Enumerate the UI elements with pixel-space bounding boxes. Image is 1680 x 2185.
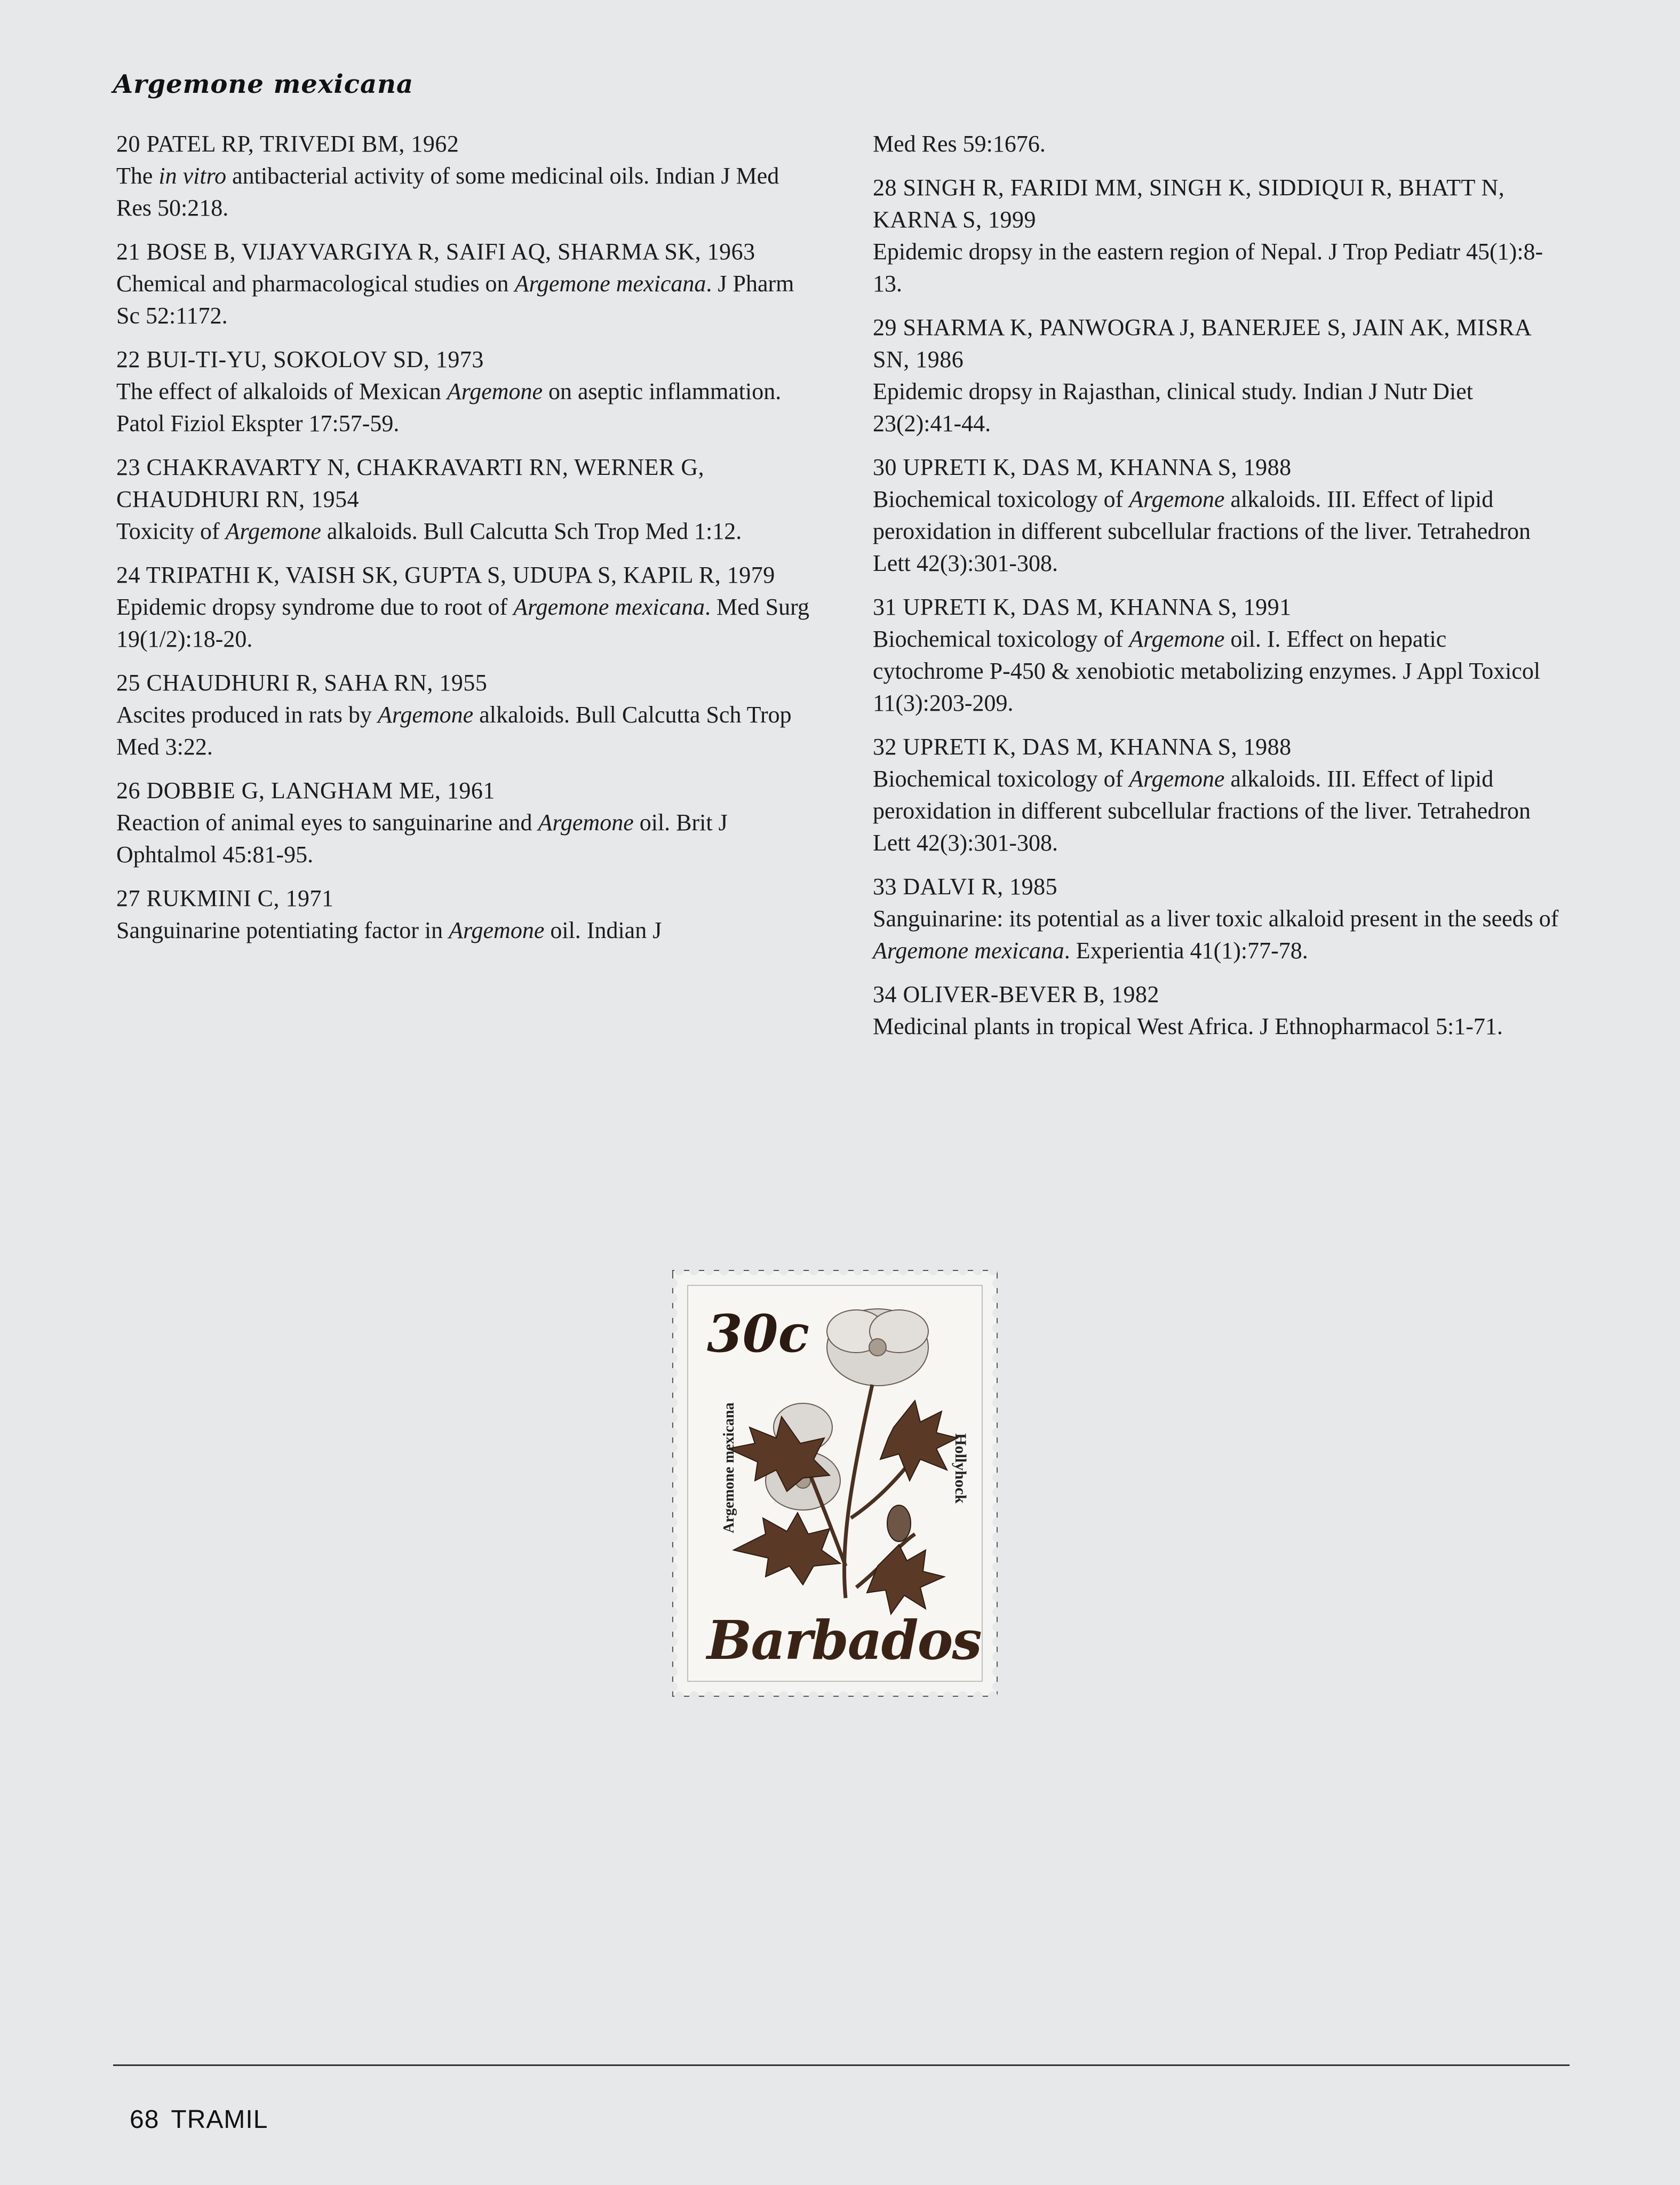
- stamp-latin-name: Argemone mexicana: [721, 1402, 737, 1534]
- stamp-denomination: 30c: [707, 1304, 810, 1364]
- footer-rule: [113, 2064, 1570, 2066]
- reference-entry: [116, 559, 810, 655]
- reference-authors: 24 TRIPATHI K, VAISH SK, GUPTA S, UDUPA S, KAPIL R, 1979: [116, 562, 775, 588]
- reference-entry: [116, 451, 810, 547]
- reference-citation: Sanguinarine potentiating factor in Argemone oil. Indian J: [116, 917, 662, 943]
- reference-citation: The in vitro antibacterial activity of some medicinal oils. Indian J Med Res 50:218.: [116, 163, 779, 221]
- reference-entry: [116, 667, 810, 763]
- reference-authors: 29 SHARMA K, PANWOGRA J, BANERJEE S, JAIN AK, MISRA SN, 1986: [873, 314, 1531, 372]
- reference-authors: 21 BOSE B, VIJAYVARGIYA R, SAIFI AQ, SHARMA SK, 1963: [116, 239, 755, 265]
- reference-authors: 26 DOBBIE G, LANGHAM ME, 1961: [116, 777, 495, 804]
- reference-entry: [873, 871, 1561, 967]
- reference-authors: 33 DALVI R, 1985: [873, 873, 1058, 900]
- reference-citation: Toxicity of Argemone alkaloids. Bull Calcutta Sch Trop Med 1:12.: [116, 518, 742, 544]
- reference-authors: 27 RUKMINI C, 1971: [116, 885, 334, 911]
- reference-authors: 23 CHAKRAVARTY N, CHAKRAVARTI RN, WERNER G, CHAUDHURI RN, 1954: [116, 454, 705, 512]
- reference-entry: [873, 172, 1561, 300]
- reference-entry: [116, 344, 810, 440]
- reference-citation: Epidemic dropsy in the eastern region of Nepal. J Trop Pediatr 45(1):8-13.: [873, 239, 1543, 297]
- reference-authors: 22 BUI-TI-YU, SOKOLOV SD, 1973: [116, 346, 484, 372]
- page-footer: [130, 2105, 268, 2134]
- reference-authors: 28 SINGH R, FARIDI MM, SINGH K, SIDDIQUI R, BHATT N, KARNA S, 1999: [873, 174, 1505, 233]
- reference-citation: Reaction of animal eyes to sanguinarine and Argemone oil. Brit J Ophtalmol 45:81-95.: [116, 809, 728, 868]
- reference-entry: [116, 883, 810, 947]
- reference-citation: Medicinal plants in tropical West Africa. J Ethnopharmacol 5:1-71.: [873, 1013, 1503, 1039]
- reference-entry: [116, 775, 810, 871]
- reference-citation: Epidemic dropsy in Rajasthan, clinical study. Indian J Nutr Diet 23(2):41-44.: [873, 378, 1474, 436]
- postage-stamp: [670, 1267, 1000, 1699]
- reference-entry: [873, 451, 1561, 579]
- reference-citation: Chemical and pharmacological studies on Argemone mexicana. J Pharm Sc 52:1172.: [116, 271, 794, 329]
- reference-citation: Biochemical toxicology of Argemone alkaloids. III. Effect of lipid peroxidation in different subcellular fractions of the liver. Tetrahedron Lett 42(3):301-308.: [873, 766, 1531, 856]
- publication-name: TRAMIL: [171, 2105, 268, 2134]
- reference-entry: [873, 312, 1561, 440]
- left-column: [116, 128, 810, 958]
- right-column: [873, 128, 1561, 1054]
- reference-authors: 32 UPRETI K, DAS M, KHANNA S, 1988: [873, 734, 1292, 760]
- reference-citation: The effect of alkaloids of Mexican Argemone on aseptic inflammation. Patol Fiziol Ekspter 17:57-59.: [116, 378, 782, 436]
- page-number: 68: [130, 2105, 160, 2134]
- stamp-country-name: Barbados: [707, 1609, 981, 1672]
- reference-authors: 34 OLIVER-BEVER B, 1982: [873, 981, 1160, 1007]
- reference-citation: Sanguinarine: its potential as a liver toxic alkaloid present in the seeds of Argemone mexicana. Experientia 41(1):77-78.: [873, 905, 1559, 964]
- reference-citation: Biochemical toxicology of Argemone alkaloids. III. Effect of lipid peroxidation in different subcellular fractions of the liver. Tetrahedron Lett 42(3):301-308.: [873, 486, 1531, 576]
- reference-entry: [873, 731, 1561, 859]
- reference-continuation: Med Res 59:1676.: [873, 131, 1046, 157]
- running-header: Argemone mexicana: [113, 69, 414, 99]
- reference-citation: Biochemical toxicology of Argemone oil. I. Effect on hepatic cytochrome P-450 & xenobiotic metabolizing enzymes. J Appl Toxicol 11(3):203-209.: [873, 626, 1541, 716]
- reference-authors: 25 CHAUDHURI R, SAHA RN, 1955: [116, 670, 488, 696]
- reference-citation: Epidemic dropsy syndrome due to root of Argemone mexicana. Med Surg 19(1/2):18-20.: [116, 594, 809, 652]
- reference-citation: Ascites produced in rats by Argemone alkaloids. Bull Calcutta Sch Trop Med 3:22.: [116, 702, 792, 760]
- reference-entry: [873, 979, 1561, 1043]
- reference-entry: [116, 128, 810, 224]
- reference-entry: [873, 591, 1561, 719]
- reference-authors: 31 UPRETI K, DAS M, KHANNA S, 1991: [873, 594, 1292, 620]
- reference-authors: 30 UPRETI K, DAS M, KHANNA S, 1988: [873, 454, 1292, 480]
- reference-entry: [116, 236, 810, 332]
- reference-authors: 20 PATEL RP, TRIVEDI BM, 1962: [116, 131, 459, 157]
- stamp-common-name: Hollyhock: [952, 1433, 969, 1504]
- right-references: [873, 172, 1561, 1043]
